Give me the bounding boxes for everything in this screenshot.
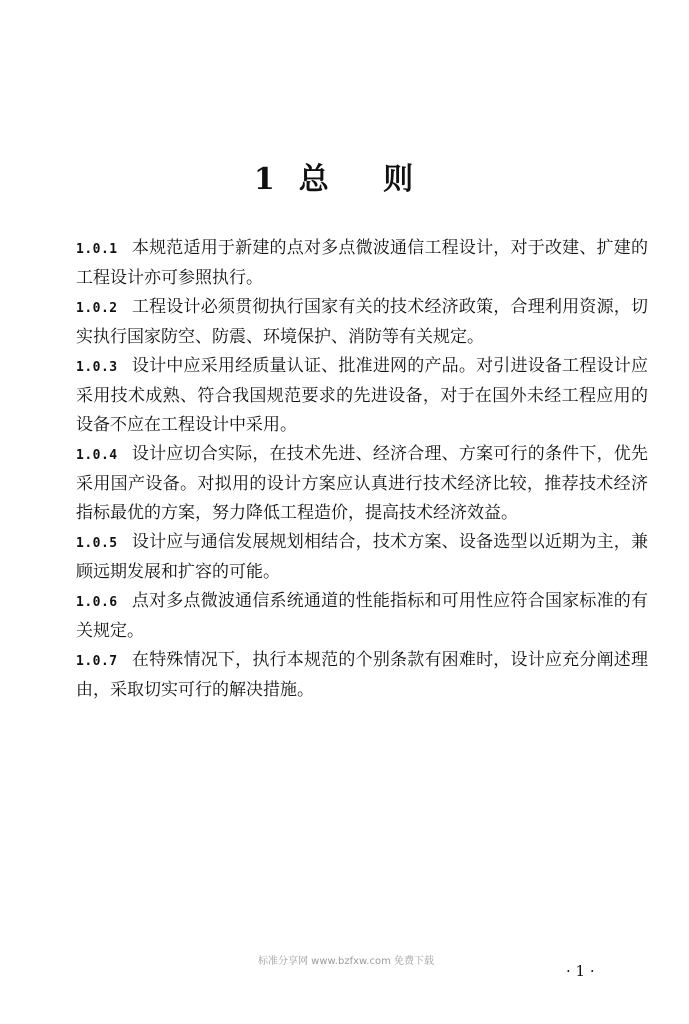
clause-list bbox=[76, 234, 648, 705]
clause-1-0-4 bbox=[76, 440, 648, 528]
clause-text: 设计应与通信发展规划相结合，技术方案、设备选型以近期为主，兼顾远期发展和扩容的可能。 bbox=[76, 532, 648, 582]
clause-text: 在特殊情况下，执行本规范的个别条款有困难时，设计应充分阐述理由，采取切实可行的解决措施。 bbox=[76, 650, 648, 700]
clause-1-0-1 bbox=[76, 234, 648, 293]
clause-number: 1.0.3 bbox=[76, 360, 118, 375]
clause-text: 本规范适用于新建的点对多点微波通信工程设计，对于改建、扩建的工程设计亦可参照执行。 bbox=[76, 238, 648, 288]
clause-1-0-7 bbox=[76, 646, 648, 705]
clause-1-0-6 bbox=[76, 587, 648, 646]
clause-text: 工程设计必须贯彻执行国家有关的技术经济政策，合理利用资源，切实执行国家防空、防震、环境保护、消防等有关规定。 bbox=[76, 297, 648, 347]
clause-1-0-5 bbox=[76, 528, 648, 587]
chapter-number: 1 bbox=[253, 162, 277, 198]
clause-1-0-2 bbox=[76, 293, 648, 352]
clause-number: 1.0.4 bbox=[76, 448, 118, 463]
chapter-title bbox=[0, 158, 689, 202]
page-number: · 1 · bbox=[566, 962, 595, 980]
clause-number: 1.0.6 bbox=[76, 595, 118, 610]
chapter-title-text: 总 则 bbox=[298, 162, 436, 198]
clause-1-0-3 bbox=[76, 352, 648, 440]
clause-number: 1.0.7 bbox=[76, 654, 118, 669]
clause-text: 点对多点微波通信系统通道的性能指标和可用性应符合国家标准的有关规定。 bbox=[76, 591, 648, 641]
clause-number: 1.0.2 bbox=[76, 301, 118, 316]
clause-text: 设计中应采用经质量认证、批准进网的产品。对引进设备工程设计应采用技术成熟、符合我国规范要求的先进设备，对于在国外未经工程应用的设备不应在工程设计中采用。 bbox=[76, 356, 648, 435]
watermark-text: 标准分享网 www.bzfxw.com 免费下载 bbox=[258, 956, 434, 967]
clause-number: 1.0.1 bbox=[76, 242, 118, 257]
clause-text: 设计应切合实际，在技术先进、经济合理、方案可行的条件下，优先采用国产设备。对拟用的设计方案应认真进行技术经济比较，推荐技术经济指标最优的方案，努力降低工程造价，提高技术经济效益。 bbox=[76, 444, 648, 523]
clause-number: 1.0.5 bbox=[76, 536, 118, 551]
